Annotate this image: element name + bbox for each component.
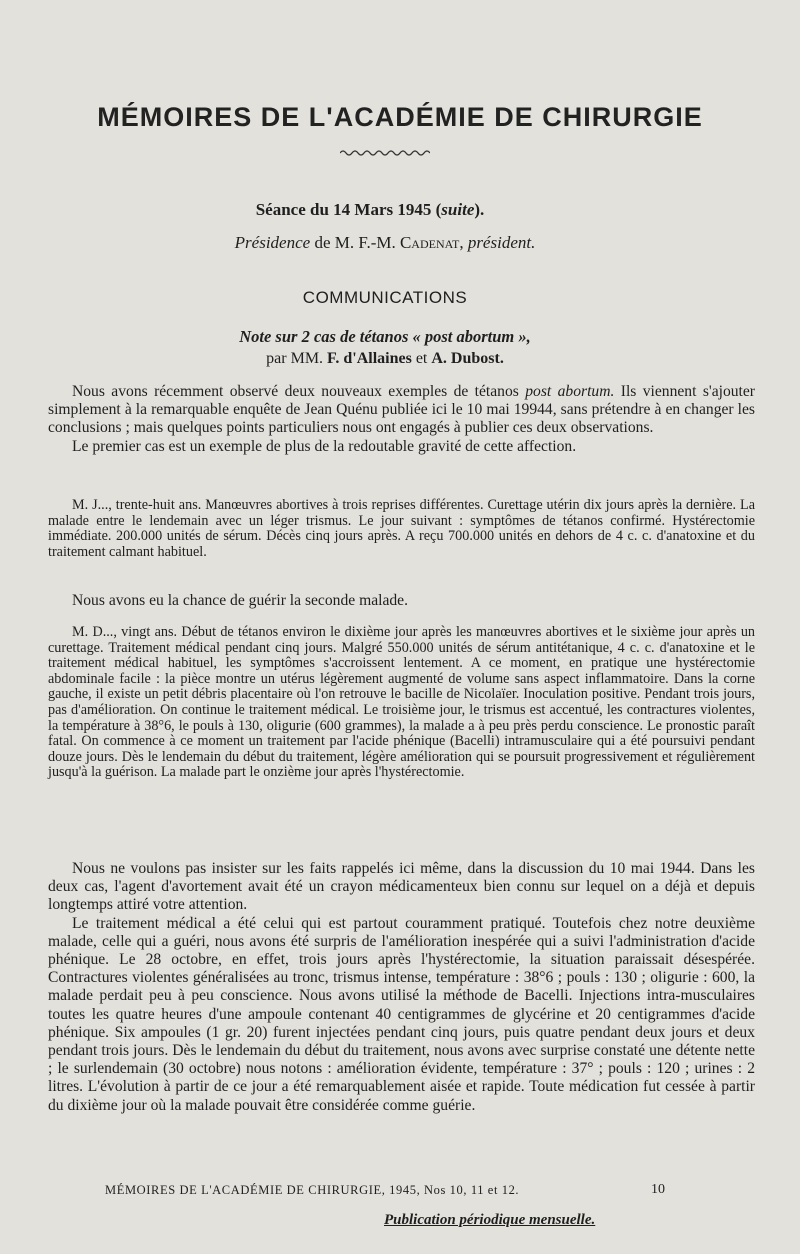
president-name: Cadenat	[399, 233, 460, 252]
observation-2-text: M. D..., vingt ans. Début de tétanos environ le dixième jour après les manœuvres abortives et le sixième jour après un curettage. Traitement médical pendant cinq jours. Malgré 550.000 unités de sérum antitétanique, 4 c. c. d'anatoxine et le traitement médical habituel, les symptômes s'accroissent lentement. A ce moment, en pratique une hystérectomie abdominale facile : la pièce montre un utérus légèrement augmenté de volume sans aspect inflammatoire. Dans la corne gauche, il existe un petit débris placentaire où l'on retrouve le bacille de Nicolaïer. Inoculation positive. Pendant trois jours, pas d'amélioration. On continue le traitement médical. Le troisième jour, le trismus est accentué, les contractures violentes, la température à 38°6, le pouls à 130, oligurie (600 grammes), la malade a à peu près perdu conscience. Le pronostic paraît fatal. On commence à ce moment un traitement par l'acide phénique (Bacelli) intramusculaire qui a été poursuivi pendant douze jours. Dès le lendemain du début du traitement, légère amélioration qui se poursuit progressivement et régulièrement jusqu'à la guérison. La malade part le onzième jour après l'hystérectomie.	[48, 624, 755, 781]
discussion-paragraphs	[48, 860, 755, 1115]
intro-text-em: post abortum.	[525, 383, 615, 400]
note-title: Note sur 2 cas de tétanos « post abortum »,	[239, 327, 531, 346]
session-suite: suite	[441, 200, 475, 219]
session-date: Séance du 14 Mars 1945 (	[255, 200, 442, 219]
presidence-line	[0, 233, 770, 253]
page-number: 10	[651, 1182, 665, 1197]
authors-prefix: par MM.	[266, 350, 328, 367]
ornament-divider	[340, 148, 430, 158]
intro-text-a: Nous avons récemment observé deux nouveaux exemples de tétanos	[72, 383, 526, 400]
paragraph-intro	[48, 383, 755, 438]
president-role: président.	[467, 233, 536, 252]
session-close: ).	[474, 200, 485, 219]
presidence-text: de M. F.-M.	[310, 233, 400, 252]
note-authors	[0, 350, 770, 368]
authors-sep: et	[411, 350, 432, 367]
presidence-label: Présidence	[234, 233, 311, 252]
section-heading: COMMUNICATIONS	[302, 288, 468, 307]
footer-publication: Publication périodique mensuelle.	[384, 1212, 596, 1228]
footer-journal: MÉMOIRES DE L'ACADÉMIE DE CHIRURGIE, 1945, Nos 10, 11 et 12.	[105, 1183, 520, 1197]
observation-1-text: M. J..., trente-huit ans. Manœuvres abortives à trois reprises différentes. Curettage utérin dix jours après la dernière. La malade entre le lendemain avec un léger trismus. Le jour suivant : symptômes de tétanos confirmé. Hystérectomie immédiate. 200.000 unités de sérum. Décès cinq jours après. A reçu 700.000 unités en dehors de 4 c. c. d'anatoxine et du traitement calmant habituel.	[48, 497, 755, 560]
author-1: F. d'Allaines	[327, 350, 412, 367]
paragraph-treatment: Le traitement médical a été celui qui est partout couramment pratiqué. Toutefois chez notre deuxième malade, celle qui a guéri, nous avons été surpris de l'amélioration inespérée qui a suivi l'administration d'acide phénique. Le 28 octobre, en effet, trois jours après l'hystérectomie, la situation paraissait désespérée. Contractures violentes généralisées au tronc, trismus intense, température : 38°6 ; pouls : 130 ; oligurie : 600, la malade perdait peu à peu conscience. Nous avons utilisé la méthode de Bacelli. Injections intra-musculaires toutes les quatre heures d'une ampoule contenant 40 centigrammes de glycérine et 20 centigrammes d'acide phénique. Six ampoules (1 gr. 20) furent injectées pendant cinq jours, puis quatre pendant deux jours et deux pendant trois jours. Dès le lendemain du début du traitement, nous avons avec surprise constaté une détente nette ; le surlendemain (30 octobre) nous notons : amélioration évidente, température : 37° ; pouls : 120 ; urines : 2 litres. L'évolution à partir de ce jour a été remarquablement aisée et rapide. Toute médication fut cessée à partir du dixième jour où la malade pouvait être considérée comme guérie.	[48, 914, 755, 1114]
intro-text-b: Ils viennent s'ajouter simplement à la remarquable enquête de Jean Quénu publiée ici le 10 mai 19944, sans prétendre à en changer les conclusions ; mais quelques points particuliers nous ont engagés à publier ces deux observations.	[48, 383, 755, 437]
paragraph-second-case: Nous avons eu la chance de guérir la seconde malade.	[72, 592, 408, 609]
author-2: A. Dubost.	[431, 350, 504, 367]
paragraph-second-case-block	[48, 592, 755, 610]
intro-paragraphs	[48, 383, 755, 456]
paragraph-first-case: Le premier cas est un exemple de plus de la redoutable gravité de cette affection.	[72, 437, 577, 455]
journal-title: MÉMOIRES DE L'ACADÉMIE DE CHIRURGIE	[97, 102, 703, 132]
observation-1	[48, 498, 755, 560]
observation-2	[48, 625, 755, 781]
paragraph-discussion: Nous ne voulons pas insister sur les faits rappelés ici même, dans la discussion du 10 mai 1944. Dans les deux cas, l'agent d'avortement avait été un crayon médicamenteux bien connu sur lequel on a déjà et depuis longtemps attiré votre attention.	[48, 860, 755, 914]
session-heading	[0, 200, 740, 220]
presidence-sep: ,	[459, 233, 468, 252]
